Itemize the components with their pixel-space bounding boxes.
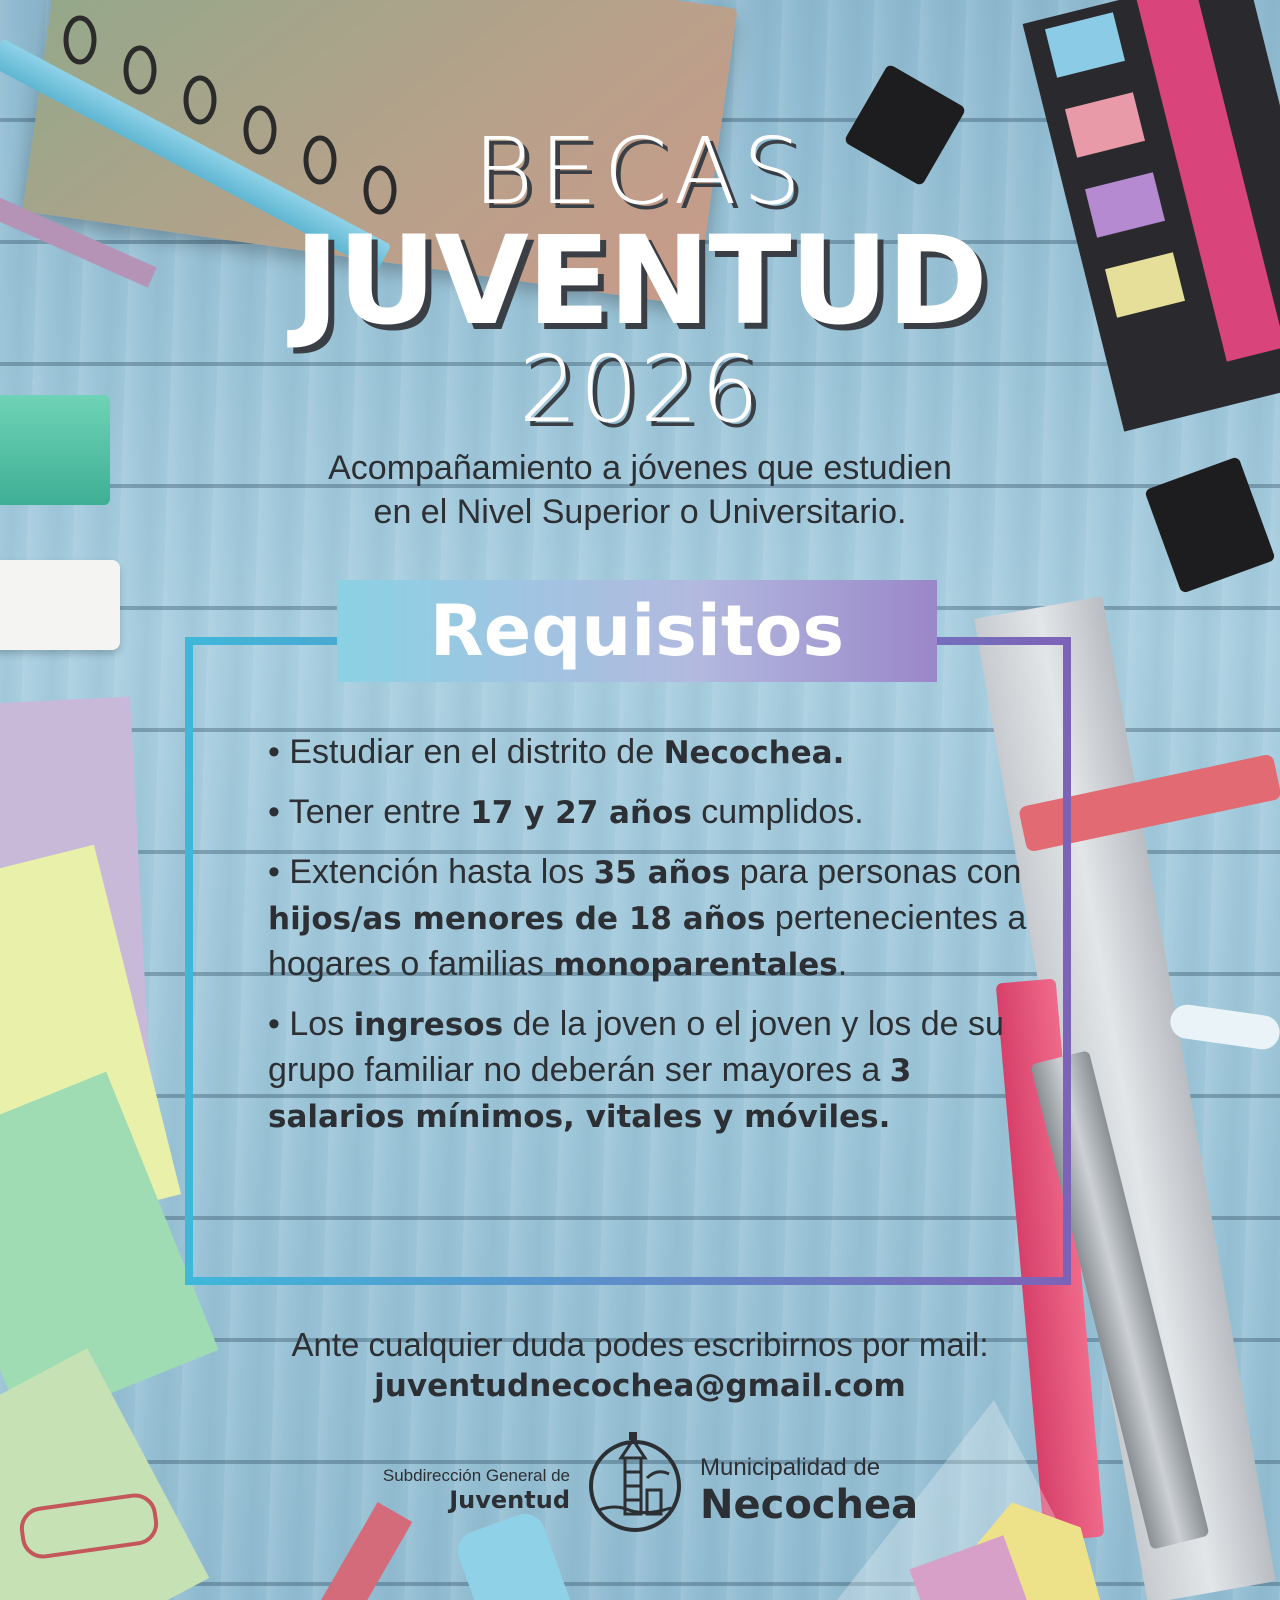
requirement-item: • Estudiar en el distrito de Necochea. <box>268 733 845 771</box>
requirements-list <box>268 730 1028 1154</box>
title-becas: BECAS <box>473 118 807 225</box>
title-year: 2026 <box>518 336 762 443</box>
municipalidad-logo <box>700 1454 1000 1528</box>
contact-email: juventudnecochea@gmail.com <box>374 1368 906 1404</box>
municipalidad-logo-big: Necochea <box>700 1482 919 1528</box>
juventud-logo-small: Subdirección General de <box>382 1466 570 1485</box>
juventud-logo-big: Juventud <box>449 1486 570 1514</box>
bottom-pencil-decoration <box>288 1502 413 1600</box>
title-juventud: JUVENTUD <box>294 210 986 352</box>
requirements-title: Requisitos <box>429 590 845 672</box>
requirement-item: • Los ingresos de la joven o el joven y los de su grupo familiar no deberán ser mayores a 3 salarios mínimos, vitales y móviles. <box>268 1005 1004 1135</box>
subtitle-line-1: Acompañamiento a jóvenes que estudien <box>328 449 952 487</box>
contact-text: Ante cualquier duda podes escribirnos por mail: <box>291 1326 989 1363</box>
lighthouse-emblem-icon <box>585 1428 685 1538</box>
requirement-item: • Extención hasta los 35 años para personas con hijos/as menores de 18 años pertenecientes a hogares o familias monoparentales. <box>268 853 1027 983</box>
subtitle-line-2: en el Nivel Superior o Universitario. <box>373 493 907 531</box>
blue-pen-decoration <box>1168 1003 1280 1052</box>
juventud-logo <box>345 1466 570 1514</box>
eraser-decoration <box>0 560 120 650</box>
requirement-item: • Tener entre 17 y 27 años cumplidos. <box>268 793 864 831</box>
bottom-marker-decoration <box>452 1508 578 1600</box>
municipalidad-logo-small: Municipalidad de <box>700 1454 881 1481</box>
subtitle <box>0 446 1280 534</box>
